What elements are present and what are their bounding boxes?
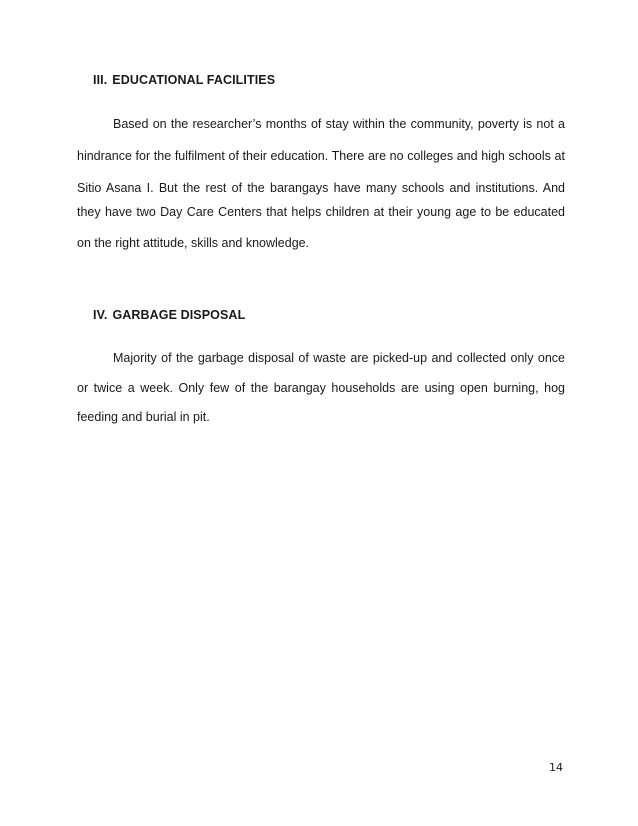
section-title: EDUCATIONAL FACILITIES xyxy=(112,73,276,87)
page-number: 14 xyxy=(549,761,563,774)
section-heading-garbage-disposal xyxy=(93,308,245,322)
paragraph-line: Majority of the garbage disposal of waste are picked-up and collected only once xyxy=(113,351,565,365)
paragraph-line: hindrance for the fulfilment of their education. There are no colleges and high schools at xyxy=(77,149,565,163)
section-heading-educational-facilities xyxy=(93,73,275,87)
paragraph-line: or twice a week. Only few of the barangay households are using open burning, hog xyxy=(77,381,565,395)
paragraph-line: Sitio Asana I. But the rest of the barangays have many schools and institutions. And xyxy=(77,181,565,195)
paragraph-line: Based on the researcher’s months of stay within the community, poverty is not a xyxy=(113,117,565,131)
section-title: GARBAGE DISPOSAL xyxy=(112,308,246,322)
section-number: III. xyxy=(93,73,108,87)
section-number: IV. xyxy=(93,308,108,322)
paragraph-line: on the right attitude, skills and knowledge. xyxy=(77,236,310,250)
paragraph-line: they have two Day Care Centers that helps children at their young age to be educated xyxy=(77,205,565,219)
paragraph-line: feeding and burial in pit. xyxy=(77,410,210,424)
